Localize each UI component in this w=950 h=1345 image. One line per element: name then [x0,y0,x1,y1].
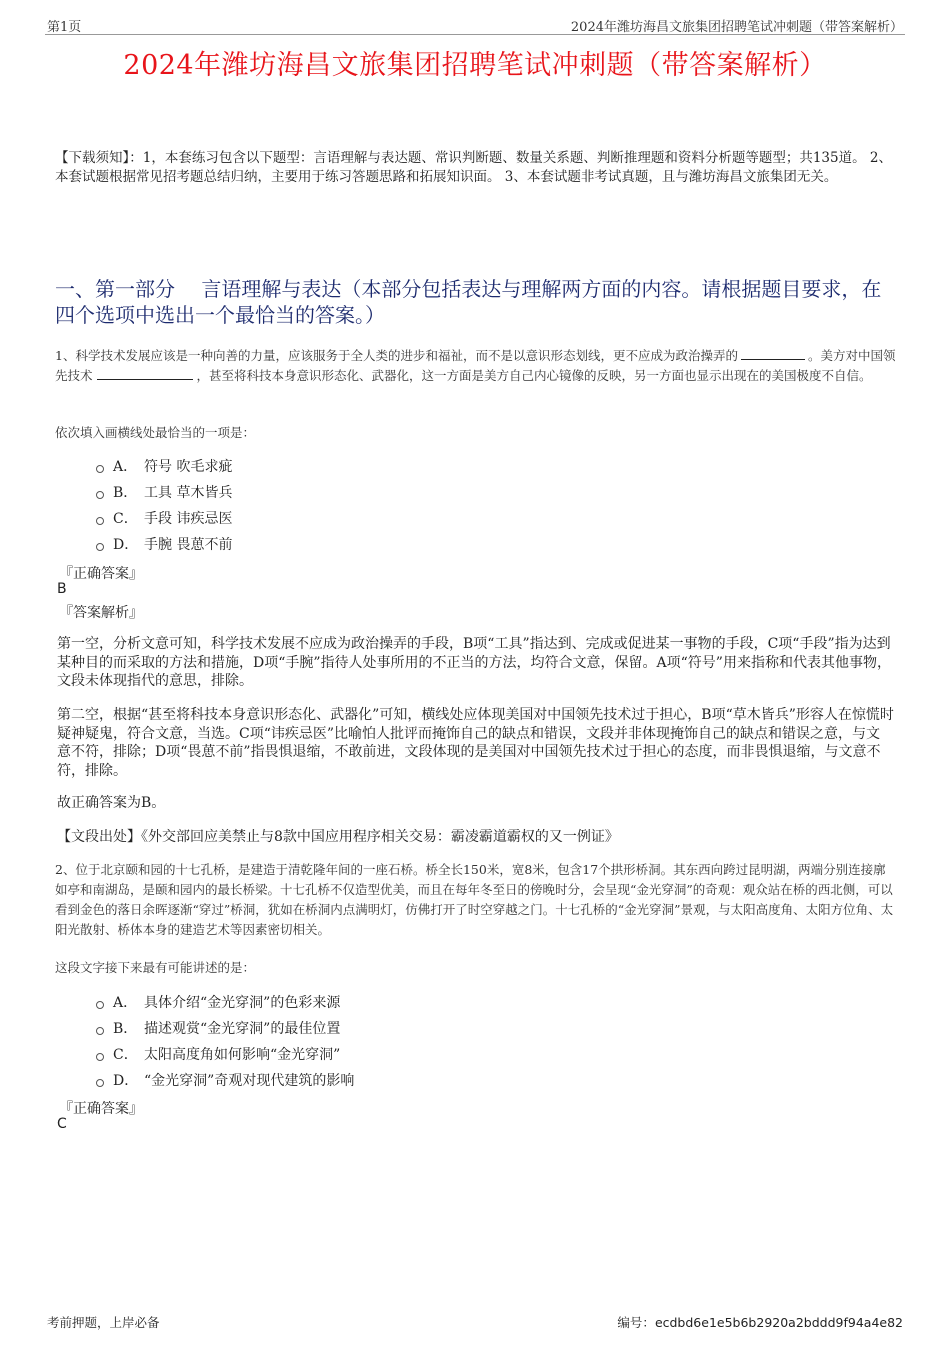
option-b[interactable] [96,479,232,505]
question-2-stem: 2、位于北京颐和园的十七孔桥，是建造于清乾隆年间的一座石桥。桥全长150米，宽8米，包含17个拱形桥洞。其东西向跨过昆明湖，两端分别连接廓如亭和南湖岛，是颐和园内的最长桥梁。十七孔桥不仅造型优美，而且在每年冬至日的傍晚时分，会呈现“金光穿洞”的奇观：观众站在桥的西北侧，可以看到金色的落日余晖逐渐“穿过”桥洞，犹如在桥洞内点满明灯，仿佛打开了时空穿越之门。十七孔桥的“金光穿洞”景观，与太阳高度角、太阳方位角、太阳光散射、桥体本身的建造艺术等因素密切相关。 [55,862,894,937]
code-label: 编号： [617,1315,655,1330]
option-c[interactable] [96,1041,354,1067]
option-c[interactable] [96,505,232,531]
option-a[interactable] [96,453,232,479]
section-heading: 一、第一部分 言语理解与表达（本部分包括表达与理解两方面的内容。请根据题目要求，在四个选项中选出一个最恰当的答案。） [55,277,882,327]
question-1-prompt: 依次填入画横线处最恰当的一项是： [55,425,256,440]
option-text: 符号 吹毛求疵 [144,459,233,475]
option-text: 手腕 畏葸不前 [144,537,233,553]
option-text: 工具 草木皆兵 [144,485,233,501]
page-header [45,14,905,35]
page-number: 第1页 [47,20,82,35]
option-letter: C． [113,1047,138,1063]
option-d[interactable] [96,531,232,557]
radio-icon[interactable] [96,1027,104,1035]
radio-icon[interactable] [96,465,104,473]
q1-stem-part-b: 。美方对中国领先技术 [55,348,896,383]
question-2-prompt: 这段文字接下来最有可能讲述的是： [55,960,256,975]
correct-answer-label: 『正确答案』 [59,566,143,582]
document-title: 2024年潍坊海昌文旅集团招聘笔试冲刺题（带答案解析） [123,50,827,81]
footer-slogan: 考前押题，上岸必备 [47,1315,160,1330]
analysis-conclusion: 故正确答案为B。 [57,795,166,811]
option-text: 太阳高度角如何影响“金光穿洞” [144,1047,341,1063]
analysis-paragraph-1: 第一空，分析文意可知，科学技术发展不应成为政治操弄的手段，B项“工具”指达到、完成或促进某一事物的手段，C项“手段”指为达到某种目的而采取的方法和措施，D项“手腕”指待人处事所用的不正当的方法，均符合文意，保留。A项“符号”用来指称和代表其他事物，文段未体现指代的意思，排除。 [57,636,891,689]
radio-icon[interactable] [96,491,104,499]
question-1-stem [55,346,898,386]
question-2-options [96,989,354,1093]
option-text: “金光穿洞”奇观对现代建筑的影响 [144,1073,355,1089]
radio-icon[interactable] [96,517,104,525]
header-doc-title: 2024年潍坊海昌文旅集团招聘笔试冲刺题（带答案解析） [570,20,903,35]
option-b[interactable] [96,1015,354,1041]
option-letter: A． [113,995,138,1011]
option-letter: D． [113,1073,139,1089]
correct-answer-value: B [57,581,67,597]
radio-icon[interactable] [96,543,104,551]
download-notice: 【下载须知】：1，本套练习包含以下题型：言语理解与表达题、常识判断题、数量关系题、判断推理题和资料分析题等题型；共135道。 2、本套试题根据常见招考题总结归纳，主要用于练习答题思路和拓展知识面。 3、本套试题非考试真题，且与潍坊海昌文旅集团无关。 [55,150,892,185]
option-letter: A． [113,459,138,475]
option-letter: C． [113,511,138,527]
correct-answer-value: C [57,1116,67,1132]
analysis-paragraph-2: 第二空，根据“甚至将科技本身意识形态化、武器化”可知，横线处应体现美国对中国领先技术过于担心，B项“草木皆兵”形容人在惊慌时疑神疑鬼，符合文意，当选。C项“讳疾忌医”比喻怕人批评而掩饰自己的缺点和错误，文段并非体现掩饰自己的缺点和错误之意，与文意不符，排除；D项“畏葸不前”指畏惧退缩，不敢前进，文段体现的是美国对中国领先技术过于担心的态度，而非畏惧退缩，与文意不符，排除。 [57,707,894,779]
fill-blank-2 [97,367,193,380]
passage-source: 【文段出处】《外交部回应美禁止与8款中国应用程序相关交易：霸凌霸道霸权的又一例证》 [57,829,619,845]
q1-stem-part-c: ，甚至将科技本身意识形态化、武器化，这一方面是美方自己内心镜像的反映，另一方面也显示出现在的美国极度不自信。 [196,368,872,383]
code-value: ecdbd6e1e5b6b2920a2bddd9f94a4e82 [654,1315,903,1330]
radio-icon[interactable] [96,1001,104,1009]
option-text: 描述观赏“金光穿洞”的最佳位置 [144,1021,341,1037]
radio-icon[interactable] [96,1079,104,1087]
option-text: 手段 讳疾忌医 [144,511,233,527]
option-text: 具体介绍“金光穿洞”的色彩来源 [144,995,341,1011]
option-letter: B． [113,485,138,501]
document-code [617,1313,903,1331]
q1-stem-part-a: 1、科学技术发展应该是一种向善的力量，应该服务于全人类的进步和福祉，而不是以意识形态划线，更不应成为政治操弄的 [55,348,738,363]
option-d[interactable] [96,1067,354,1093]
option-a[interactable] [96,989,354,1015]
option-letter: B． [113,1021,138,1037]
option-letter: D． [113,537,139,553]
question-1-options [96,453,232,557]
fill-blank-1 [741,347,805,360]
analysis-label: 『答案解析』 [59,605,143,621]
correct-answer-label: 『正确答案』 [59,1101,143,1117]
radio-icon[interactable] [96,1053,104,1061]
